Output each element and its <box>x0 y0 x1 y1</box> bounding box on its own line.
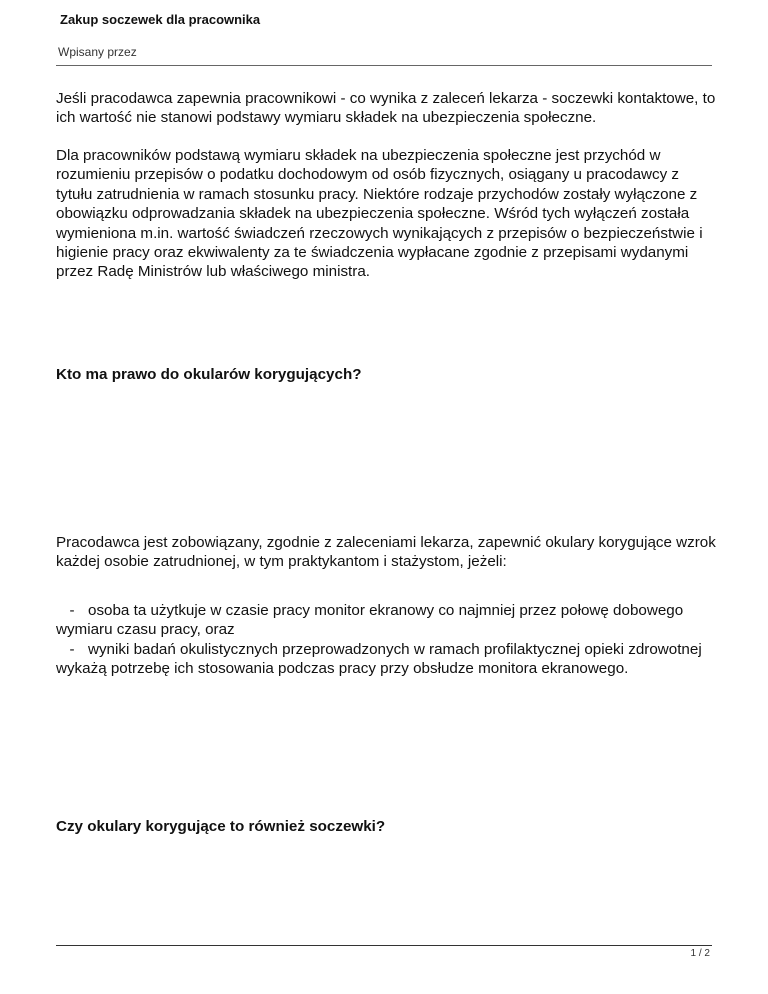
list-item-text: osoba ta użytkuje w czasie pracy monitor ekranowy co najmniej przez połowę dobowego wymiaru czasu pracy, oraz <box>56 602 684 639</box>
header-divider <box>56 65 712 66</box>
list-bullet: - <box>69 602 75 619</box>
page-number: 1 / 2 <box>690 948 710 959</box>
paragraph-employer-obligation: Pracodawca jest zobowiązany, zgodnie z zaleceniami lekarza, zapewnić okulary korygujące wzrok każdej osobie zatrudnionej, w tym praktykantom i stażystom, jeżeli: <box>56 534 716 571</box>
list-item-text: wyniki badań okulistycznych przeprowadzonych w ramach profilaktycznej opieki zdrowotnej wykażą potrzebę ich stosowania podczas pracy przy obsłudze monitora ekranowego. <box>56 641 702 678</box>
paragraph-intro: Jeśli pracodawca zapewnia pracownikowi - co wynika z zaleceń lekarza - soczewki kontaktowe, to ich wartość nie stanowi podstawy wymiaru składek na ubezpieczenia społeczne. <box>56 90 716 127</box>
footer-divider <box>56 945 712 946</box>
author-label: Wpisany przez <box>58 45 137 59</box>
paragraph-contribution-basis: Dla pracowników podstawą wymiaru składek na ubezpieczenia społeczne jest przychód w rozumieniu przepisów o podatku dochodowym od osób fizycznych, osiągany u pracodawcy z tytułu zatrudnienia w ramach stosunku pracy. Niektóre rodzaje przychodów zostały wyłączone z obowiązku odprowadzania składek na ubezpieczenia społeczne. Wśród tych wyłączeń została wymieniona m.in. wartość świadczeń rzeczowych wynikających z przepisów o bezpieczeństwie i higienie pracy oraz ekwiwalenty za te świadczenia wypłacane zgodnie z przepisami wydanymi przez Radę Ministrów lub właściwego ministra. <box>56 147 703 281</box>
list-bullet: - <box>69 641 75 658</box>
section-heading-contact-lenses: Czy okulary korygujące to również soczewki? <box>56 818 386 835</box>
document-title: Zakup soczewek dla pracownika <box>60 12 261 27</box>
section-heading-entitlement: Kto ma prawo do okularów korygujących? <box>56 366 362 383</box>
list-item <box>56 601 718 640</box>
list-item <box>56 640 718 679</box>
